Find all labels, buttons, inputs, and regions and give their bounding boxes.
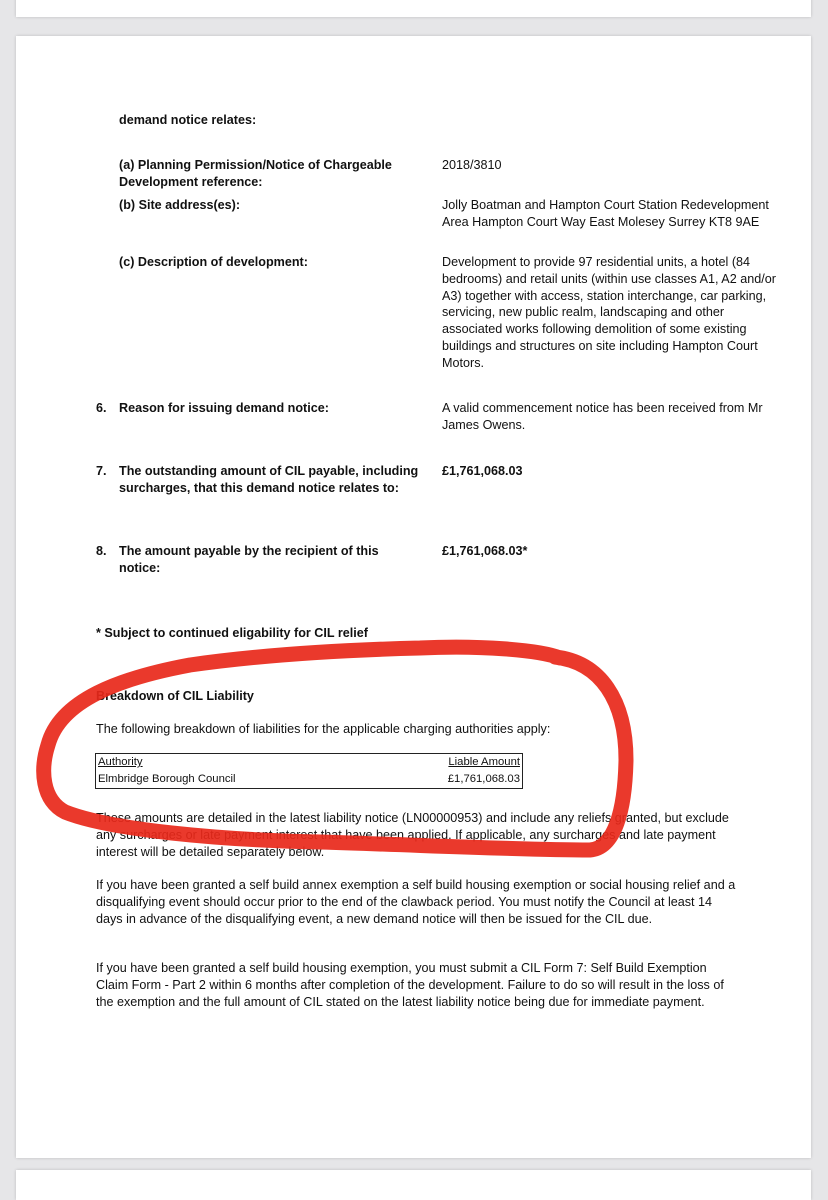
item-6-value: A valid commencement notice has been received from Mr James Owens. (442, 401, 763, 432)
item-8-number: 8. (96, 544, 107, 558)
table-header-amount: Liable Amount (448, 756, 520, 768)
table-header-authority: Authority (98, 756, 143, 768)
item-7-label: The outstanding amount of CIL payable, including surcharges, that this demand notice relates to: (119, 464, 419, 495)
planning-ref-label: (a) Planning Permission/Notice of Chargeable Development reference: (119, 158, 392, 189)
intro-fragment: demand notice relates: (119, 113, 257, 127)
site-address-label: (b) Site address(es): (119, 198, 241, 212)
next-page (16, 1170, 811, 1200)
planning-ref-value: 2018/3810 (442, 158, 502, 172)
previous-page (16, 0, 811, 17)
liability-table (95, 753, 523, 789)
item-7-value: £1,761,068.03 (442, 464, 523, 478)
item-6-number: 6. (96, 401, 107, 415)
table-cell-amount: £1,761,068.03 (447, 773, 520, 785)
paragraph-self-build-exemption: If you have been granted a self build housing exemption, you must submit a CIL Form 7: Self Build Exemption Claim Form - Part 2 within 6 months after completion of the development. Failure to do so will result in the loss of the exemption and the full amount of CIL stated on the latest liability notice being due for immediate payment. (96, 961, 724, 1009)
description-value: Development to provide 97 residential units, a hotel (84 bedrooms) and retail units (within use classes A1, A2 and/or A3) together with access, station interchange, car parking, servicing, new public realm, landscaping and other associated works following demolition of some existing buildings and structures on site including Hampton Court Motors. (442, 255, 776, 370)
table-cell-authority: Elmbridge Borough Council (98, 773, 236, 785)
description-label: (c) Description of development: (119, 255, 308, 269)
item-8-label: The amount payable by the recipient of this notice: (119, 544, 379, 575)
paragraph-amounts: These amounts are detailed in the latest liability notice (LN00000953) and include any reliefs granted, but exclude any surcharges or late payment interest that have been applied. If applicable, any surcharges and late payment interest will be detailed separately below. (96, 811, 729, 859)
breakdown-heading: Breakdown of CIL Liability (96, 689, 254, 703)
footnote: * Subject to continued eligability for CIL relief (96, 626, 368, 640)
breakdown-intro: The following breakdown of liabilities for the applicable charging authorities apply: (96, 722, 551, 736)
item-7-number: 7. (96, 464, 107, 478)
table-header-row (96, 754, 523, 772)
item-8-value: £1,761,068.03* (442, 544, 528, 558)
table-row (96, 771, 523, 789)
item-6-label: Reason for issuing demand notice: (119, 401, 329, 415)
paragraph-annex-exemption: If you have been granted a self build annex exemption a self build housing exemption or social housing relief and a disqualifying event should occur prior to the end of the clawback period. You must notify the Council at least 14 days in advance of the disqualifying event, a new demand notice will then be issued for the CIL due. (96, 878, 736, 926)
site-address-value: Jolly Boatman and Hampton Court Station Redevelopment Area Hampton Court Way East Molesey Surrey KT8 9AE (442, 198, 769, 229)
